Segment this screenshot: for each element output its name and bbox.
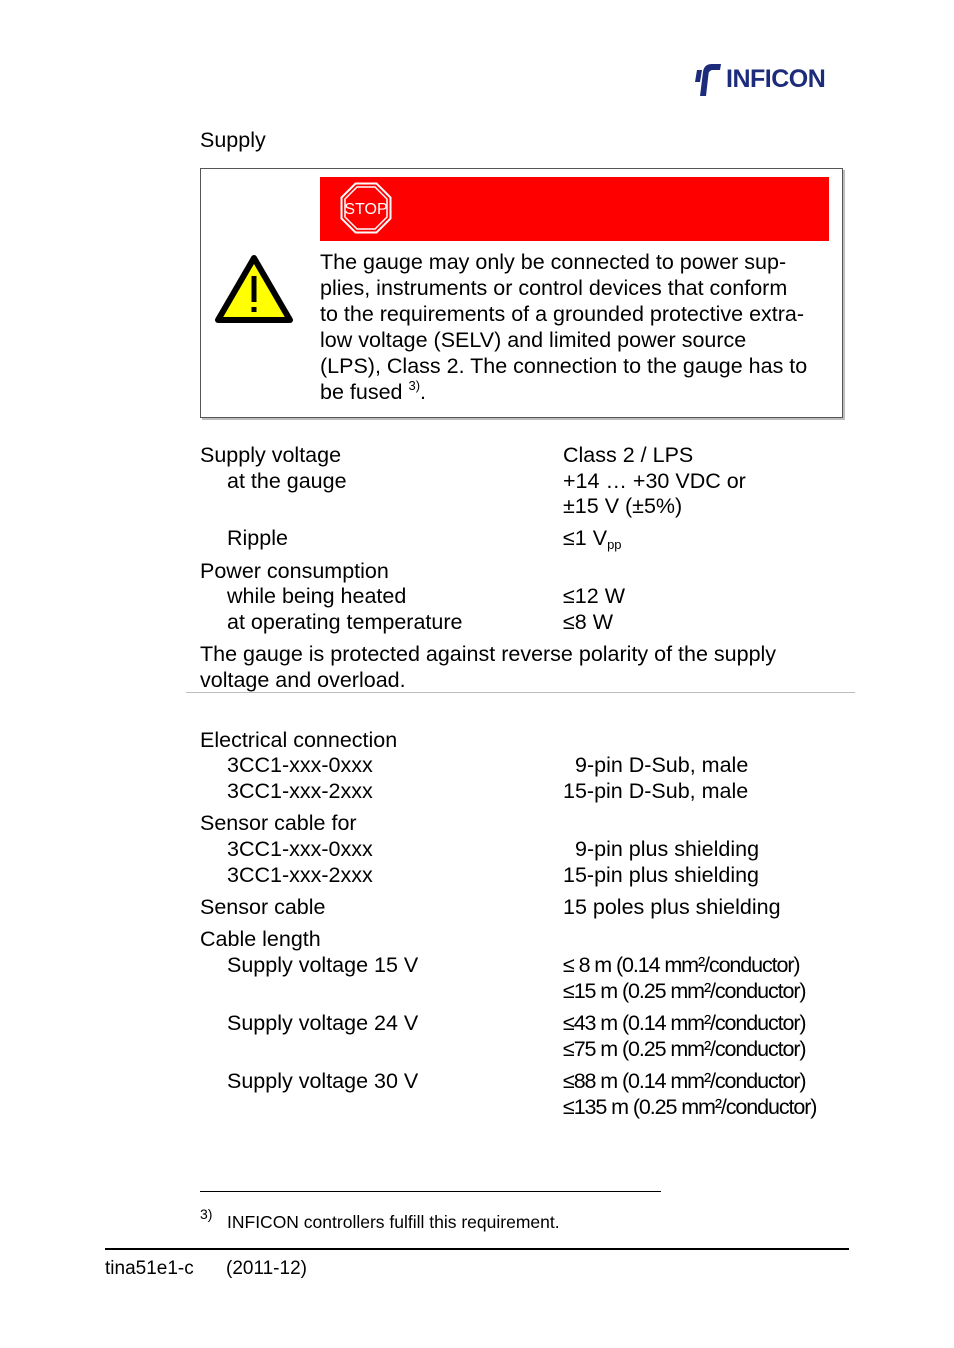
sensor-0xxx-label: 3CC1-xxx-0xxx [227, 837, 373, 861]
at-gauge-value-alt: ±15 V (±5%) [563, 494, 683, 518]
v15-value: ≤ 8 m (0.14 mm²/conductor) [563, 953, 800, 977]
ripple-value: ≤1 $V_{pp}$ [563, 526, 622, 552]
cable-length-label: Cable length [200, 927, 321, 951]
conn-0xxx-value: 9-pin D-Sub, male [575, 753, 749, 777]
v30-value-alt: ≤135 m (0.25 mm²/conductor) [563, 1095, 817, 1119]
v24-value-alt: ≤75 m (0.25 mm²/conductor) [563, 1037, 806, 1061]
v15-value-alt: ≤15 m (0.25 mm²/conductor) [563, 979, 806, 1003]
v30-value: ≤88 m (0.14 mm²/conductor) [563, 1069, 806, 1093]
stop-label: STOP [344, 201, 388, 218]
at-gauge-label: at the gauge [227, 469, 347, 493]
at-gauge-value: +14 … +30 VDC or [563, 469, 746, 493]
warning-line: be fused $^{3)}$. [320, 378, 427, 404]
footnote-divider [200, 1191, 661, 1192]
document-date: (2011-12) [226, 1258, 307, 1279]
electrical-connection-label: Electrical connection [200, 728, 398, 752]
protection-note: The gauge is protected against reverse polarity of the supply [200, 642, 777, 666]
warning-line: to the requirements of a grounded protective extra- [320, 302, 805, 326]
sensor-0xxx-value: 9-pin plus shielding [575, 837, 760, 861]
sensor-2xxx-value: 15-pin plus shielding [563, 863, 760, 887]
footer-divider [105, 1248, 849, 1250]
warning-line: plies, instruments or control devices that conform [320, 276, 788, 300]
section-divider [186, 692, 855, 693]
footnote-text: INFICON controllers fulfill this requirement. [227, 1212, 560, 1232]
sensor-cable-label: Sensor cable [200, 895, 326, 919]
footnote-ref: 3) [408, 378, 421, 393]
inficon-logo-mark-icon [694, 62, 722, 96]
protection-note-cont: voltage and overload. [200, 668, 406, 692]
conn-0xxx-label: 3CC1-xxx-0xxx [227, 753, 373, 777]
sensor-cable-for-label: Sensor cable for [200, 811, 357, 835]
v30-label: Supply voltage 30 V [227, 1069, 419, 1093]
logo-text: INFICON [726, 64, 826, 93]
warning-line: (LPS), Class 2. The connection to the gauge has to [320, 354, 808, 378]
sensor-cable-value: 15 poles plus shielding [563, 895, 781, 919]
inficon-logo [694, 62, 825, 96]
power-consumption-label: Power consumption [200, 559, 389, 583]
document-id: tina51e1-c [105, 1258, 194, 1279]
warning-line: low voltage (SELV) and limited power source [320, 328, 747, 352]
heated-value: ≤12 W [563, 584, 625, 608]
operating-value: ≤8 W [563, 610, 614, 634]
stop-sign-icon [340, 182, 392, 234]
conn-2xxx-label: 3CC1-xxx-2xxx [227, 779, 373, 803]
ripple-label: Ripple [227, 526, 288, 550]
warning-header-bar [320, 177, 829, 241]
footnote-mark: 3) [200, 1206, 213, 1222]
v24-label: Supply voltage 24 V [227, 1011, 419, 1035]
heated-label: while being heated [227, 584, 407, 608]
warning-text [320, 249, 835, 405]
conn-2xxx-value: 15-pin D-Sub, male [563, 779, 749, 803]
sensor-2xxx-label: 3CC1-xxx-2xxx [227, 863, 373, 887]
supply-voltage-label: Supply voltage [200, 443, 342, 467]
caution-triangle-icon [214, 254, 294, 324]
warning-line: The gauge may only be connected to power sup- [320, 250, 787, 274]
v24-value: ≤43 m (0.14 mm²/conductor) [563, 1011, 806, 1035]
v15-label: Supply voltage 15 V [227, 953, 419, 977]
section-title: Supply [200, 128, 266, 152]
operating-label: at operating temperature [227, 610, 463, 634]
supply-voltage-value: Class 2 / LPS [563, 443, 694, 467]
